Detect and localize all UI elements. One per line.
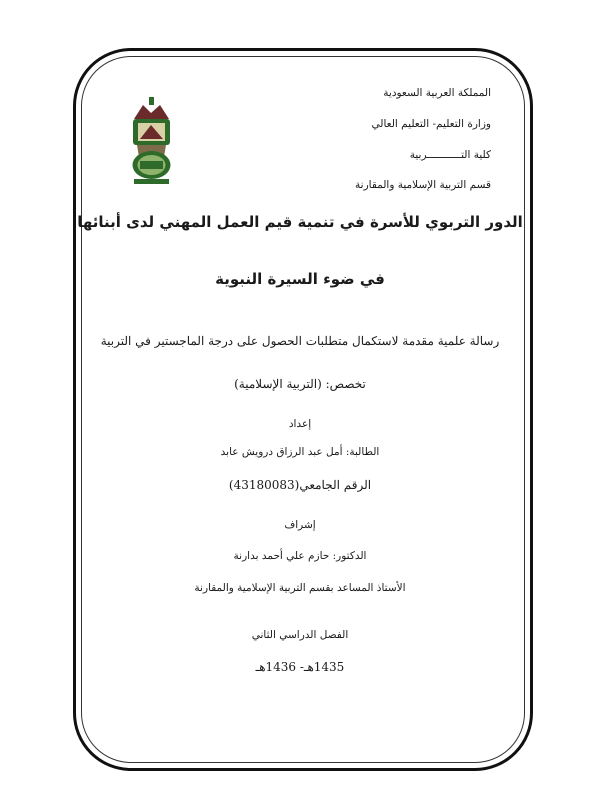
supervision-label: إشراف xyxy=(284,519,316,531)
thesis-title-line2: في ضوء السيرة النبوية xyxy=(215,270,385,288)
specialization: تخصص: (التربية الإسلامية) xyxy=(234,377,366,391)
thesis-description: رسالة علمية مقدمة لاستكمال متطلبات الحصول على درجة الماجستير في التربية xyxy=(100,334,500,348)
supervisor-position: الأستاذ المساعد بقسم التربية الإسلامية والمقارنة xyxy=(194,582,406,594)
supervisor-name: الدكتور: حازم علي أحمد بدارنة xyxy=(233,550,367,562)
department-name: قسم التربية الإسلامية والمقارنة xyxy=(355,179,491,191)
student-id: الرقم الجامعي(43180083) xyxy=(228,478,372,492)
faculty-name: كلية التـــــــــــربية xyxy=(409,149,491,161)
university-seal-icon xyxy=(129,95,174,187)
thesis-title-line1: الدور التربوي للأسرة في تنمية قيم العمل المهني لدى أبنائها xyxy=(77,213,523,231)
kingdom-name: المملكة العربية السعودية xyxy=(383,87,491,99)
semester: الفصل الدراسي الثاني xyxy=(251,629,349,641)
academic-years: 1435هـ- 1436هـ xyxy=(255,660,345,674)
preparation-label: إعداد xyxy=(288,418,312,430)
student-name: الطالبة: أمل عبد الرزاق درويش عابد xyxy=(220,446,380,458)
ministry-name: وزارة التعليم- التعليم العالي xyxy=(371,118,491,130)
